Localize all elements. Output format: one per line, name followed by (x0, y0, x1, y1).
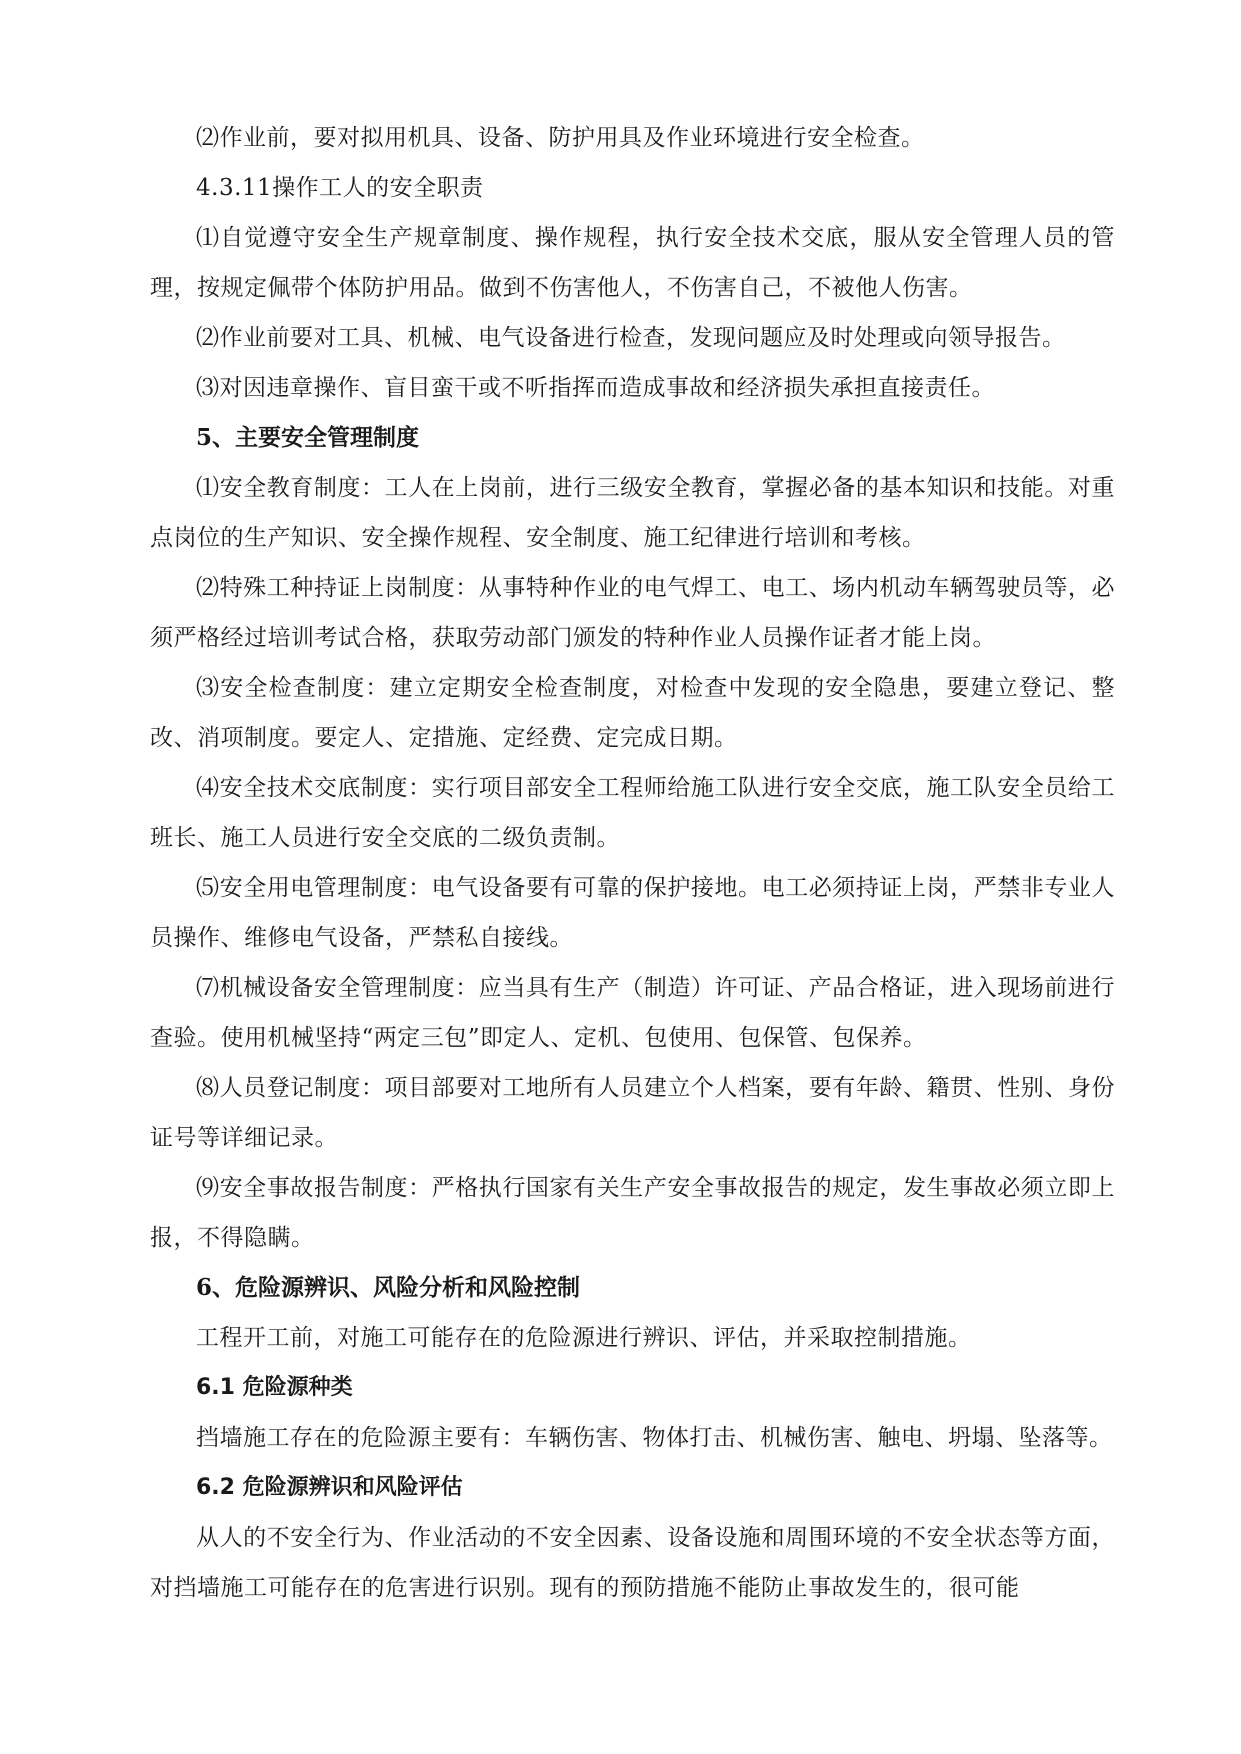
paragraph-pre-inspection: ⑵作业前，要对拟用机具、设备、防护用具及作业环境进行安全检查。 (196, 125, 925, 151)
section-heading-6: 6、危险源辨识、风险分析和风险控制 (196, 1274, 581, 1301)
paragraph-electricity-management: ⑸安全用电管理制度：电气设备要有可靠的保护接地。电工必须持证上岗，严禁非专业人员操作、维修电气设备，严禁私自接线。 (150, 875, 1115, 951)
paragraph-worker-duty-3: ⑶对因违章操作、盲目蛮干或不听指挥而造成事故和经济损失承担直接责任。 (196, 375, 995, 401)
paragraph-safety-inspection: ⑶安全检查制度：建立定期安全检查制度，对检查中发现的安全隐患，要建立登记、整改、消项制度。要定人、定措施、定经费、定完成日期。 (150, 675, 1115, 751)
paragraph-accident-reporting: ⑼安全事故报告制度：严格执行国家有关生产安全事故报告的规定，发生事故必须立即上报，不得隐瞒。 (150, 1175, 1115, 1251)
paragraph-safety-education: ⑴安全教育制度：工人在上岗前，进行三级安全教育，掌握必备的基本知识和技能。对重点岗位的生产知识、安全操作规程、安全制度、施工纪律进行培训和考核。 (150, 475, 1115, 551)
section-heading-6-1: 6.1 危险源种类 (196, 1375, 353, 1400)
paragraph-hazard-types: 挡墙施工存在的危险源主要有：车辆伤害、物体打击、机械伤害、触电、坍塌、坠落等。 (196, 1425, 1113, 1451)
paragraph-machinery-management: ⑺机械设备安全管理制度：应当具有生产（制造）许可证、产品合格证，进入现场前进行查验。使用机械坚持“两定三包”即定人、定机、包使用、包保管、包保养。 (150, 975, 1115, 1051)
paragraph-hazard-identification: 从人的不安全行为、作业活动的不安全因素、设备设施和周围环境的不安全状态等方面，对挡墙施工可能存在的危害进行识别。现有的预防措施不能防止事故发生的，很可能 (150, 1525, 1115, 1601)
section-heading-6-2: 6.2 危险源辨识和风险评估 (196, 1475, 463, 1500)
paragraph-worker-duty-1: ⑴自觉遵守安全生产规章制度、操作规程，执行安全技术交底，服从安全管理人员的管理，按规定佩带个体防护用品。做到不伤害他人，不伤害自己，不被他人伤害。 (150, 225, 1115, 301)
paragraph-hazard-intro: 工程开工前，对施工可能存在的危险源进行辨识、评估，并采取控制措施。 (196, 1325, 972, 1351)
paragraph-special-work-certification: ⑵特殊工种持证上岗制度：从事特种作业的电气焊工、电工、场内机动车辆驾驶员等，必须严格经过培训考试合格，获取劳动部门颁发的特种作业人员操作证者才能上岗。 (150, 575, 1115, 651)
paragraph-technical-briefing: ⑷安全技术交底制度：实行项目部安全工程师给施工队进行安全交底，施工队安全员给工班长、施工人员进行安全交底的二级负责制。 (150, 775, 1115, 851)
document-page (150, 113, 1115, 1613)
paragraph-personnel-registration: ⑻人员登记制度：项目部要对工地所有人员建立个人档案，要有年龄、籍贯、性别、身份证号等详细记录。 (150, 1075, 1115, 1151)
paragraph-worker-duty-2: ⑵作业前要对工具、机械、电气设备进行检查，发现问题应及时处理或向领导报告。 (196, 325, 1066, 351)
section-heading-5: 5、主要安全管理制度 (196, 424, 420, 451)
section-heading-4-3-11: 4.3.11操作工人的安全职责 (196, 175, 484, 201)
